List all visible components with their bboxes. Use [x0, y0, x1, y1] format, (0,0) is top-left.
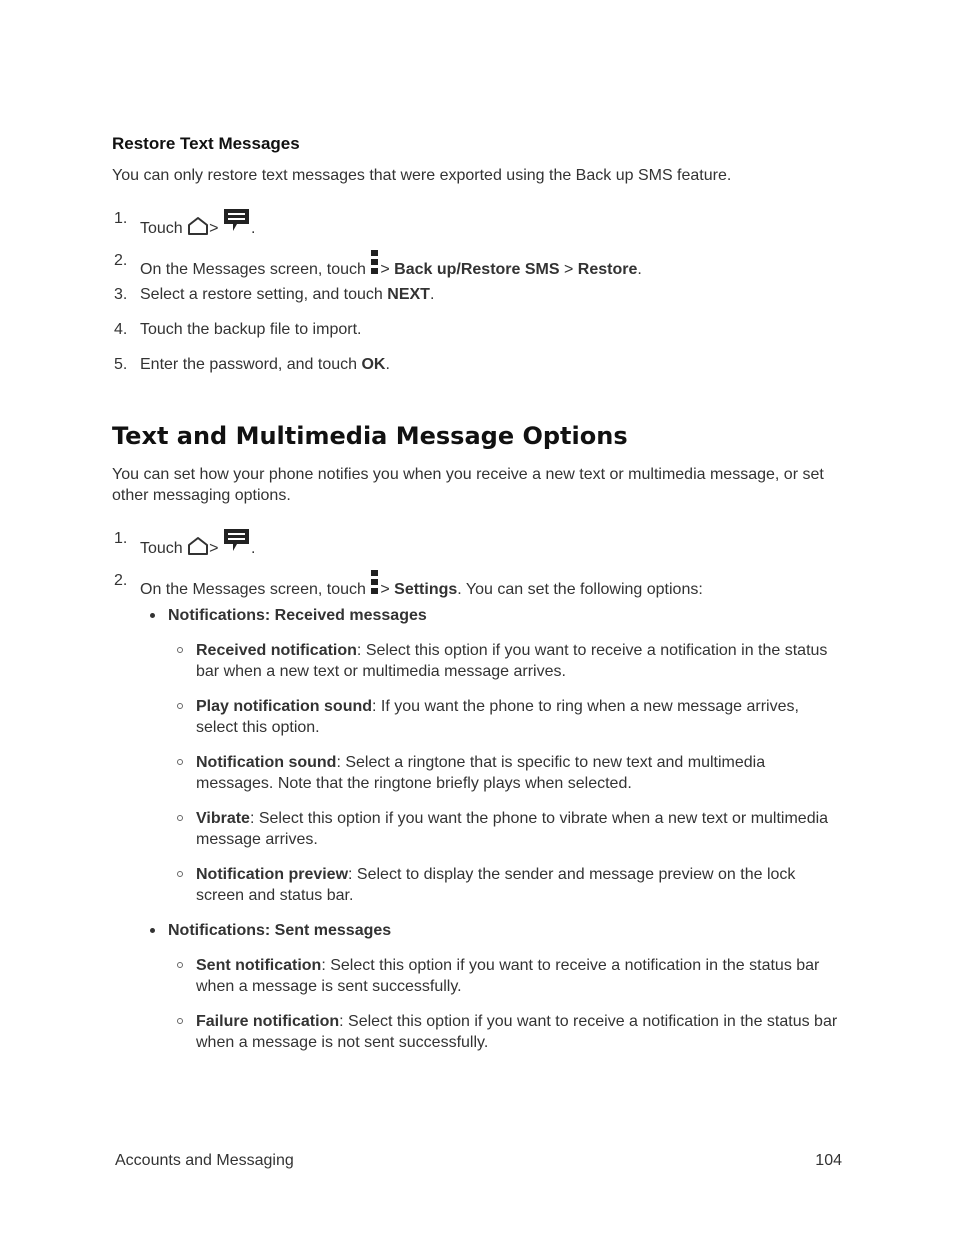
separator: > [380, 581, 390, 598]
option-desc: : Select a ringtone that is specific to new text and multimedia messages. Note that the ringtone briefly plays when selected. [196, 754, 766, 792]
separator: > [380, 261, 390, 278]
option-desc: : If you want the phone to ring when a new message arrives, select this option. [196, 698, 799, 736]
footer-section: Accounts and Messaging [115, 1152, 294, 1169]
home-icon [187, 216, 209, 236]
option-desc: : Select this option if you want to receive a notification in the status bar when a message is not sent successfully. [196, 1013, 838, 1051]
option-notification-preview [196, 864, 841, 906]
home-icon [187, 536, 209, 556]
options-intro: You can set how your phone notifies you when you receive a new text or multimedia message, or set other messaging options. [112, 466, 824, 504]
step-number: 1. [114, 530, 128, 547]
step-text: Enter the password, and touch [140, 356, 358, 373]
menu-option: Settings [394, 581, 458, 598]
messages-icon [223, 208, 251, 234]
menu-icon [370, 570, 380, 596]
sub-bullet [177, 962, 183, 968]
options-step-2 [140, 570, 703, 600]
step-text: Select a restore setting, and touch [140, 286, 383, 303]
menu-option: Restore [577, 261, 638, 278]
step-text: On the Messages screen, touch [140, 581, 366, 598]
option-desc: : Select this option if you want to receive a notification in the status bar when a new text or multimedia message arrives. [196, 642, 828, 680]
step-text: Touch [140, 540, 183, 557]
step-text: . You can set the following options: [457, 581, 703, 598]
restore-intro: You can only restore text messages that were exported using the Back up SMS feature. [112, 167, 732, 184]
sub-bullet [177, 703, 183, 709]
button-label: OK [361, 356, 386, 373]
sub-bullet [177, 1018, 183, 1024]
restore-step-1 [140, 208, 255, 239]
menu-icon [370, 250, 380, 276]
option-desc: : Select this option if you want the phone to vibrate when a new text or multimedia message arrives. [196, 810, 829, 848]
step-number: 3. [114, 286, 128, 303]
step-end: . [637, 261, 642, 278]
bullet-sent: Notifications: Sent messages [168, 922, 392, 939]
step-number: 2. [114, 252, 128, 269]
step-number: 1. [114, 210, 128, 227]
restore-step-5 [140, 354, 390, 375]
option-sent-notification [196, 955, 841, 997]
bullet-received: Notifications: Received messages [168, 607, 427, 624]
sub-bullet [177, 815, 183, 821]
separator: > [209, 220, 219, 237]
section-title-restore: Restore Text Messages [112, 134, 300, 153]
option-desc: : Select to display the sender and message preview on the lock screen and status bar. [196, 866, 796, 904]
option-name: Notification preview [196, 866, 349, 883]
page-number: 104 [815, 1152, 842, 1169]
option-name: Vibrate [196, 810, 250, 827]
button-label: NEXT [387, 286, 430, 303]
option-failure-notification [196, 1011, 841, 1053]
sub-bullet [177, 759, 183, 765]
restore-step-3 [140, 284, 434, 305]
option-name: Play notification sound [196, 698, 373, 715]
option-received-notification [196, 640, 841, 682]
options-step-1 [140, 528, 255, 559]
option-name: Sent notification [196, 957, 322, 974]
restore-step-4 [140, 319, 361, 340]
bullet-dot [150, 613, 155, 618]
menu-option: Back up/Restore SMS [394, 261, 560, 278]
messages-icon [223, 528, 251, 554]
step-number: 2. [114, 572, 128, 589]
step-number: 5. [114, 356, 128, 373]
restore-step-2 [140, 250, 642, 280]
step-text: Touch the backup file to import. [140, 321, 362, 338]
option-desc: : Select this option if you want to receive a notification in the status bar when a message is sent successfully. [196, 957, 820, 995]
bullet-dot [150, 928, 155, 933]
sub-bullet [177, 647, 183, 653]
step-end: . [250, 220, 256, 237]
section-heading-options: Text and Multimedia Message Options [112, 422, 628, 450]
option-vibrate [196, 808, 841, 850]
option-name: Failure notification [196, 1013, 340, 1030]
option-play-notification-sound [196, 696, 841, 738]
step-end: . [429, 286, 435, 303]
separator: > [564, 261, 574, 278]
step-end: . [385, 356, 390, 373]
option-name: Notification sound [196, 754, 337, 771]
sub-bullet [177, 871, 183, 877]
option-name: Received notification [196, 642, 357, 659]
separator: > [209, 540, 219, 557]
step-number: 4. [114, 321, 128, 338]
step-text: On the Messages screen, touch [140, 261, 366, 278]
option-notification-sound [196, 752, 841, 794]
step-text: Touch [140, 220, 183, 237]
step-end: . [250, 540, 256, 557]
